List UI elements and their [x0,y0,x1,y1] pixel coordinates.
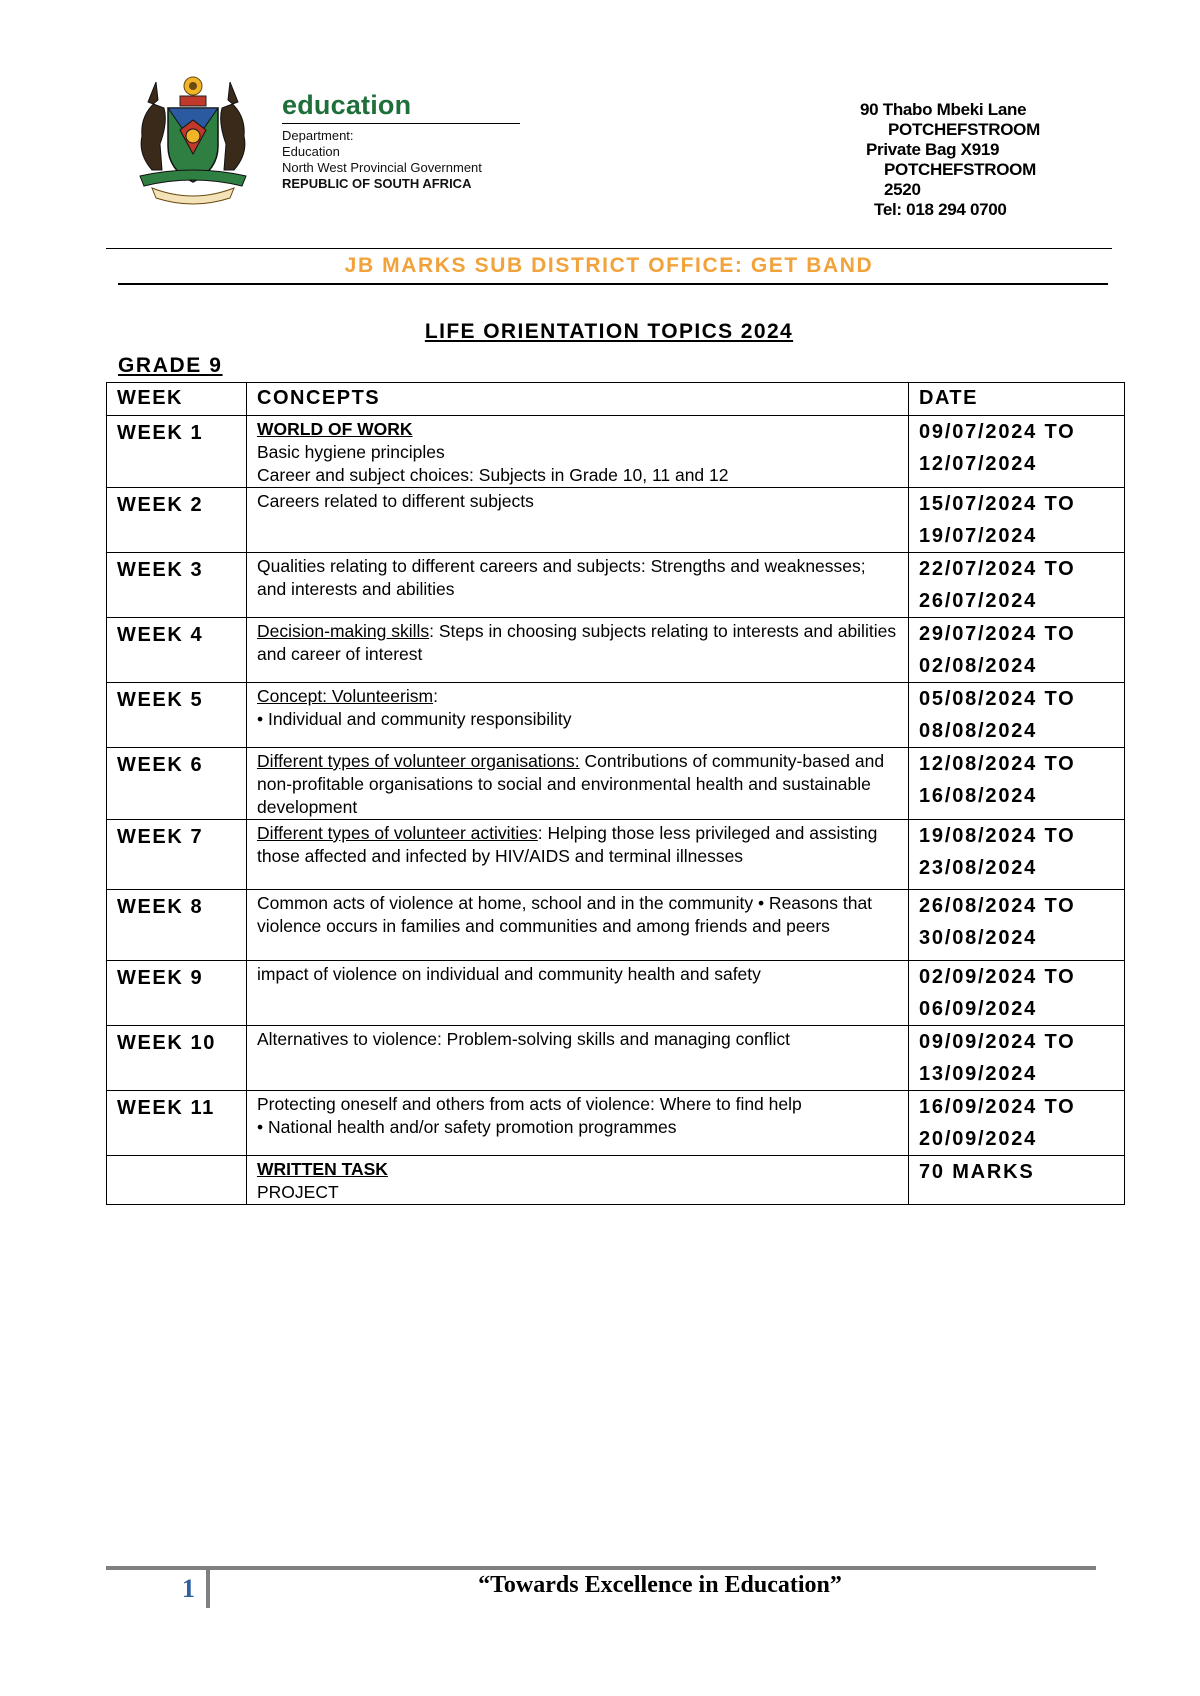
brand-name: education [282,90,412,120]
date-cell: 70 MARKS [909,1156,1125,1205]
week-cell: WEEK 3 [107,553,247,618]
address-line: POTCHEFSTROOM [884,160,1036,179]
table-row [107,488,1125,553]
concepts-cell [247,488,909,553]
week-cell: WEEK 7 [107,820,247,890]
concept-text: Common acts of violence at home, school and in the community • Reasons that violence occurs in families and communities and among friends and peers [257,893,873,936]
concept-text: PROJECT [257,1182,339,1202]
address-line: Private Bag X919 [866,140,1000,159]
address-line: Tel: 018 294 0700 [874,200,1007,219]
address-line: 90 Thabo Mbeki Lane [860,100,1027,119]
address-line: POTCHEFSTROOM [888,120,1040,139]
concepts-cell [247,890,909,961]
brand-line: Education [282,144,340,159]
concept-heading: Different types of volunteer activities [257,823,538,843]
week-cell: WEEK 8 [107,890,247,961]
concept-heading: Decision-making skills [257,621,430,641]
week-cell: WEEK 9 [107,961,247,1026]
concept-text: : [433,686,438,706]
concept-text: Contributions of community-based and non-profitable organisations to social and environmental health and sustainable development [257,751,885,817]
brand-line: REPUBLIC OF SOUTH AFRICA [282,176,472,191]
table-row [107,961,1125,1026]
week-cell: WEEK 1 [107,416,247,488]
concepts-cell [247,553,909,618]
date-cell: 09/07/2024 TO 12/07/2024 [909,416,1125,488]
coat-of-arms-logo [118,74,268,206]
date-cell: 12/08/2024 TO 16/08/2024 [909,748,1125,820]
office-address [860,100,1090,220]
concepts-cell [247,1091,909,1156]
date-cell: 29/07/2024 TO 02/08/2024 [909,618,1125,683]
week-cell: WEEK 10 [107,1026,247,1091]
concept-text: • National health and/or safety promotion programmes [257,1117,677,1137]
date-cell: 26/08/2024 TO 30/08/2024 [909,890,1125,961]
footer-divider [206,1566,210,1608]
date-cell: 09/09/2024 TO 13/09/2024 [909,1026,1125,1091]
page-number: 1 [182,1574,195,1603]
topics-table [106,382,1125,1205]
date-cell: 16/09/2024 TO 20/09/2024 [909,1091,1125,1156]
document-title-text: LIFE ORIENTATION TOPICS 2024 [424,320,794,343]
address-line: 2520 [884,180,921,199]
date-cell: 22/07/2024 TO 26/07/2024 [909,553,1125,618]
table-row [107,1091,1125,1156]
table-row [107,618,1125,683]
concept-heading: WRITTEN TASK [257,1159,388,1179]
table-row [107,890,1125,961]
date-cell: 02/09/2024 TO 06/09/2024 [909,961,1125,1026]
concepts-cell [247,416,909,488]
week-cell: WEEK 2 [107,488,247,553]
concepts-cell [247,683,909,748]
concept-text: • Individual and community responsibility [257,709,572,729]
grade-heading: GRADE 9 [118,354,223,377]
week-cell: WEEK 6 [107,748,247,820]
brand-line: North West Provincial Government [282,160,482,175]
document-title [106,320,1112,344]
concepts-cell [247,1156,909,1205]
week-cell [107,1156,247,1205]
concept-heading: Concept: Volunteerism [257,686,434,706]
week-cell: WEEK 11 [107,1091,247,1156]
table-row [107,820,1125,890]
header-concepts: CONCEPTS [247,383,909,416]
concept-text: impact of violence on individual and community health and safety [257,964,761,984]
brand-divider [282,123,520,124]
concept-text: Protecting oneself and others from acts of violence: Where to find help [257,1094,802,1114]
table-row [107,553,1125,618]
concept-text: Alternatives to violence: Problem-solving skills and managing conflict [257,1029,791,1049]
date-cell: 19/08/2024 TO 23/08/2024 [909,820,1125,890]
table-header-row [107,383,1125,416]
concept-text: Qualities relating to different careers and subjects: Strengths and weaknesses; and interests and abilities [257,556,866,599]
concepts-cell [247,1026,909,1091]
concept-heading: Different types of volunteer organisations: [257,751,580,771]
concept-text: Career and subject choices: Subjects in Grade 10, 11 and 12 [257,465,729,485]
concept-text: : Helping those less privileged and assisting those affected and infected by HIV/AIDS and terminal illnesses [257,823,878,866]
date-cell: 05/08/2024 TO 08/08/2024 [909,683,1125,748]
header-week: WEEK [107,383,247,416]
table-row [107,748,1125,820]
office-title: JB MARKS SUB DISTRICT OFFICE: GET BAND [344,254,874,277]
table-row [107,683,1125,748]
concepts-cell [247,820,909,890]
date-cell: 15/07/2024 TO 19/07/2024 [909,488,1125,553]
department-branding [282,92,522,192]
table-row [107,416,1125,488]
concept-text: : Steps in choosing subjects relating to interests and abilities and career of interest [257,621,897,664]
table-row [107,1026,1125,1091]
table-row [107,1156,1125,1205]
header-rule-top [106,248,1112,249]
concepts-cell [247,961,909,1026]
concept-heading: WORLD OF WORK [257,419,413,439]
week-cell: WEEK 5 [107,683,247,748]
header-date: DATE [909,383,1125,416]
concept-text: Careers related to different subjects [257,491,534,511]
week-cell: WEEK 4 [107,618,247,683]
concepts-cell [247,748,909,820]
brand-line: Department: [282,128,354,143]
footer-motto: “Towards Excellence in Education” [478,1572,842,1598]
concept-text: Basic hygiene principles [257,442,445,462]
header-rule-bottom [118,283,1108,285]
concepts-cell [247,618,909,683]
footer-rule [106,1566,1096,1570]
